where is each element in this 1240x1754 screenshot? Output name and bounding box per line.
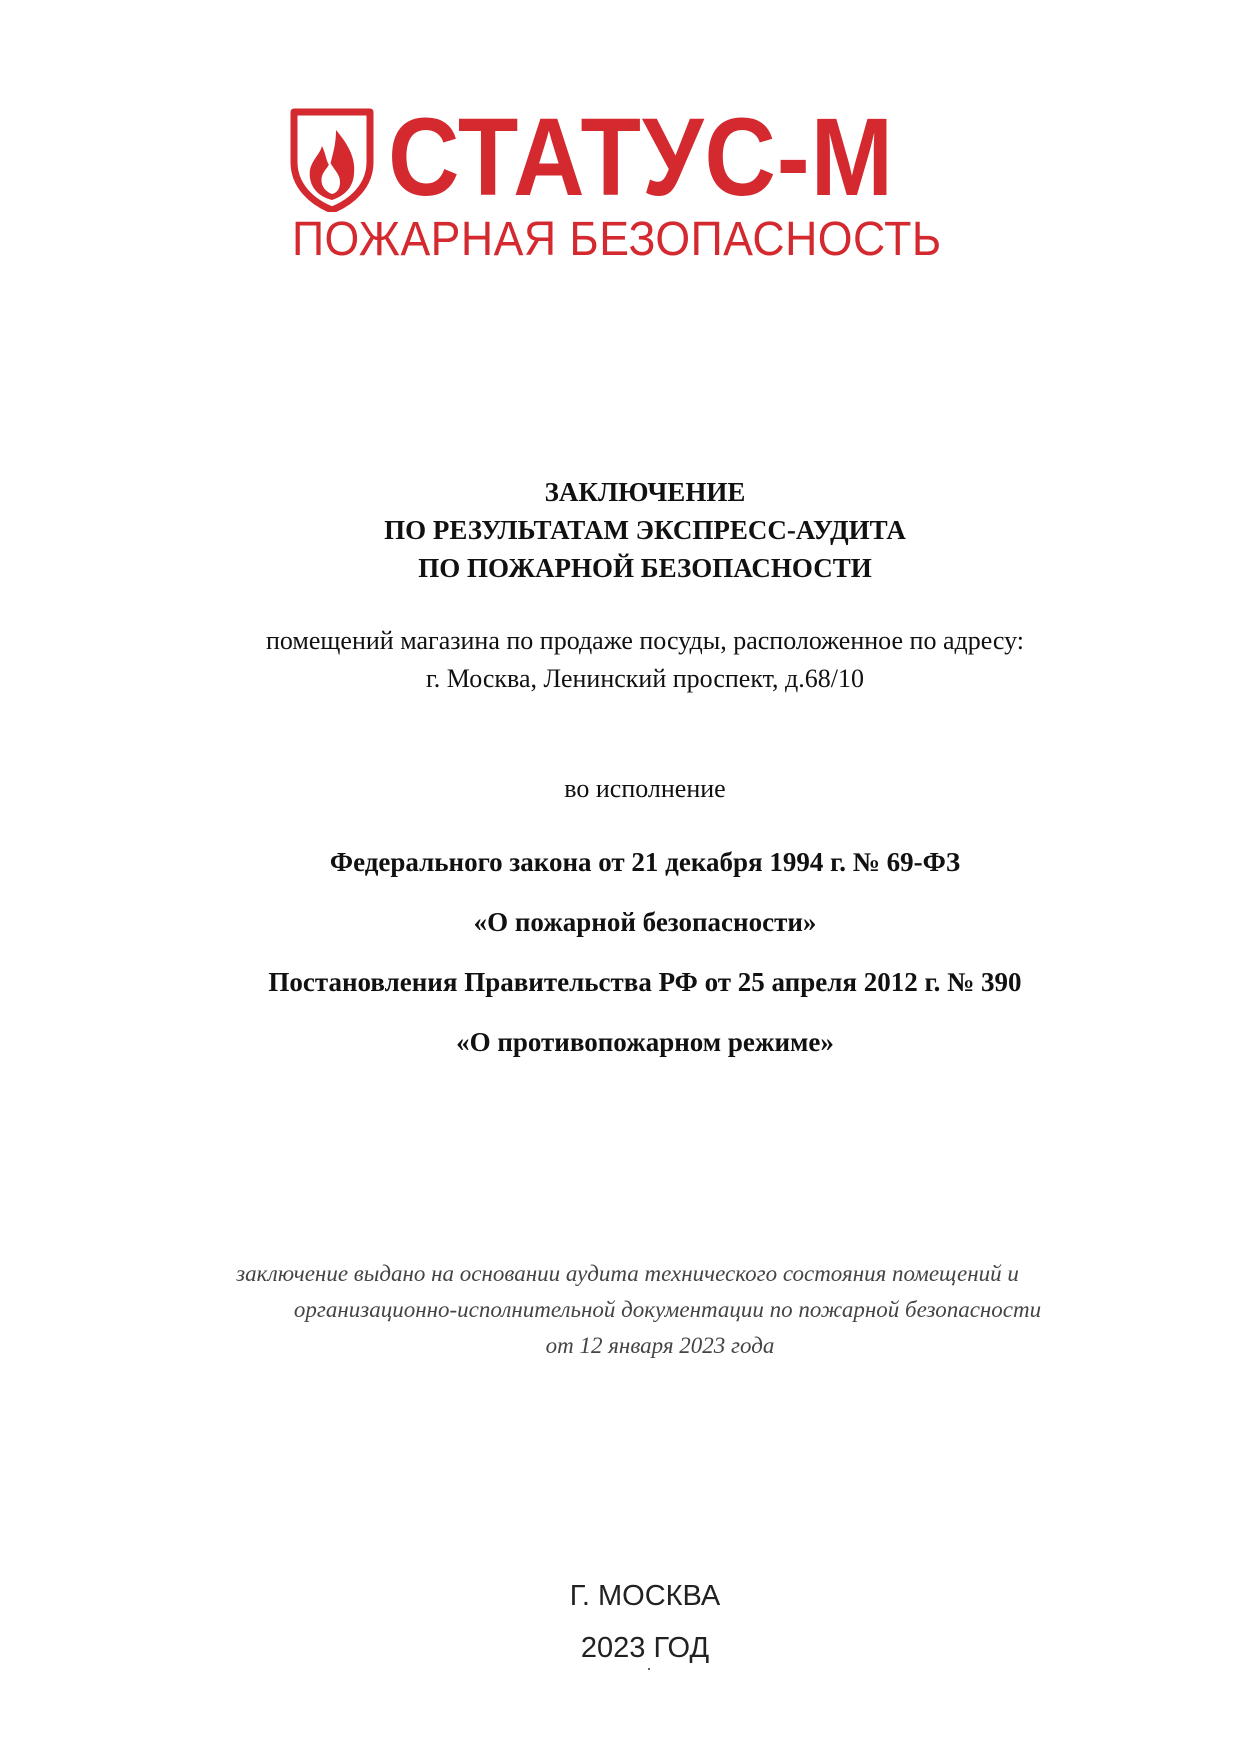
issuance-note [0, 1256, 1240, 1364]
intro-text: во исполнение [564, 774, 726, 803]
object-address: г. Москва, Ленинский проспект, д.68/10 [426, 664, 864, 693]
title-line: ЗАКЛЮЧЕНИЕ [544, 477, 746, 507]
law-reference: Постановления Правительства РФ от 25 апреля 2012 г. № 390 [268, 967, 1022, 997]
title-line: ПО ПОЖАРНОЙ БЕЗОПАСНОСТИ [418, 553, 872, 583]
law-reference: Федерального закона от 21 декабря 1994 г. № 69-ФЗ [329, 847, 961, 877]
law-title: «О пожарной безопасности» [473, 907, 817, 937]
company-tagline: ПОЖАРНАЯ БЕЗОПАСНОСТЬ [292, 213, 942, 266]
document-footer [0, 1570, 1240, 1674]
footer-year: 2023 ГОД [580, 1632, 710, 1664]
document-title [0, 473, 1240, 587]
company-logo [290, 96, 950, 266]
footer-city: Г. МОСКВА [569, 1580, 721, 1612]
note-line: заключение выдано на основании аудита технического состояния помещений и [236, 1261, 1019, 1286]
title-line: ПО РЕЗУЛЬТАТАМ ЭКСПРЕСС-АУДИТА [384, 515, 906, 545]
law-title: «О противопожарном режиме» [456, 1027, 834, 1057]
legal-basis [0, 845, 1240, 1085]
flame-shield-icon [290, 106, 374, 212]
object-line: помещений магазина по продаже посуды, расположенное по адресу: [266, 626, 1024, 655]
note-date: от 12 января 2023 года [545, 1333, 775, 1358]
note-line: организационно-исполнительной документации по пожарной безопасности [293, 1297, 1042, 1322]
company-name: СТАТУС-М [388, 96, 895, 219]
object-description [0, 622, 1240, 698]
page-mark [648, 1668, 650, 1670]
